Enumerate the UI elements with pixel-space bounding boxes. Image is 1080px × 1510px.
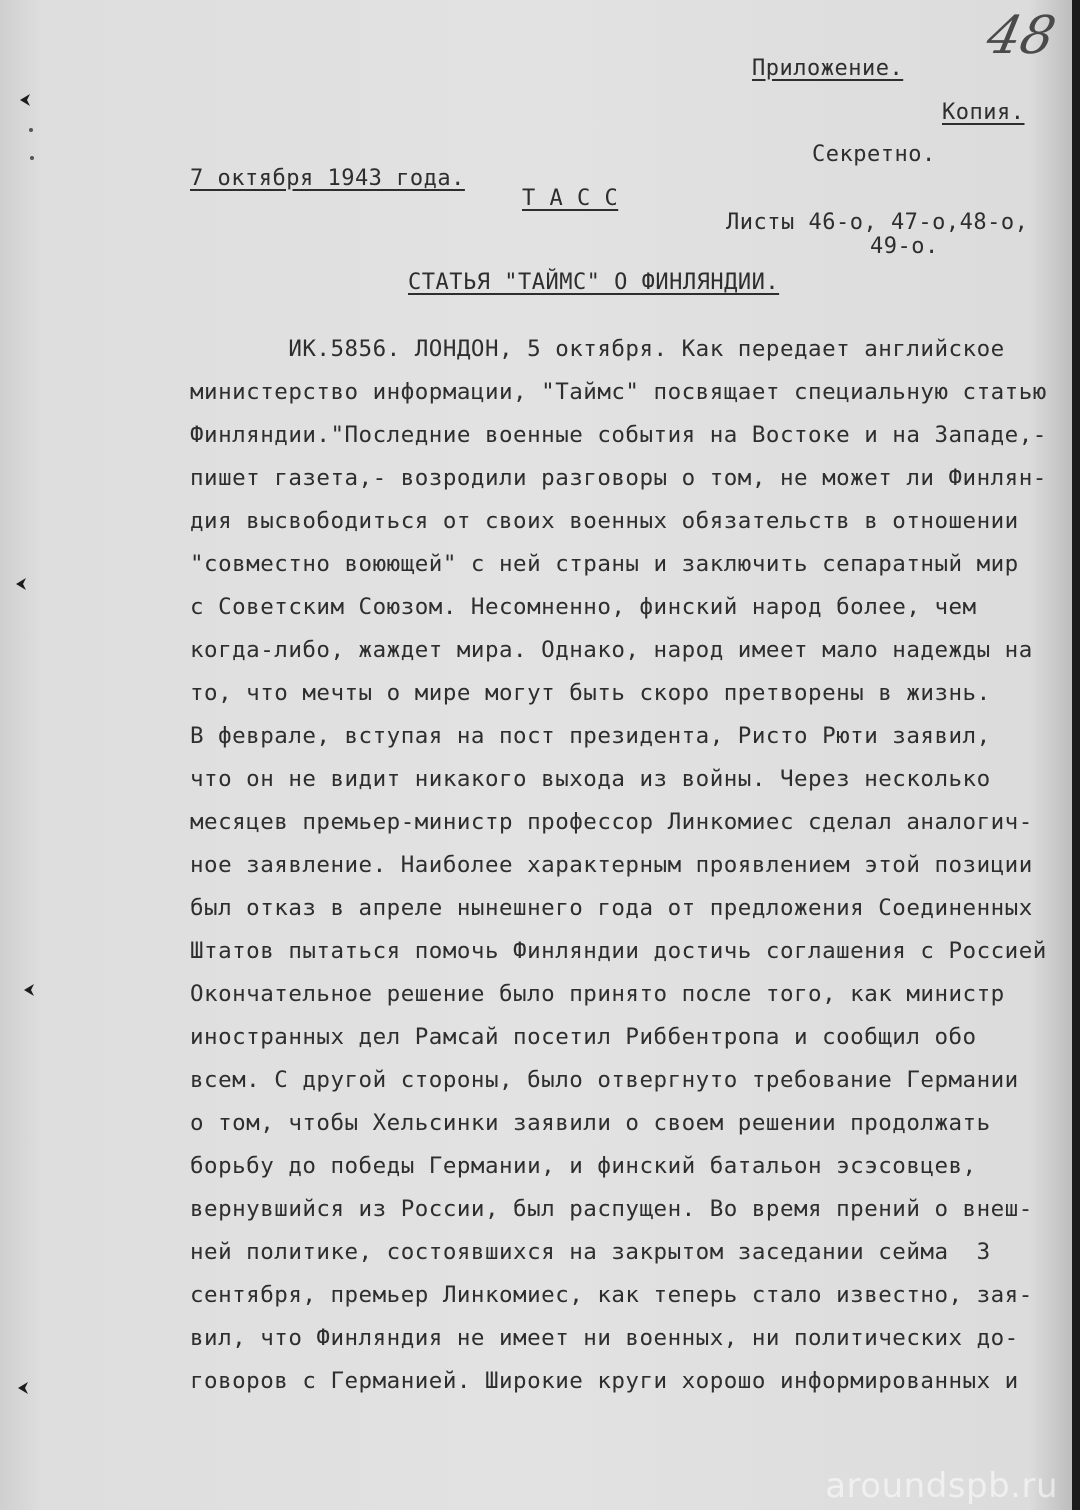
body-line: всем. С другой стороны, было отвергнуто требование Германии — [190, 1067, 1019, 1093]
body-line: месяцев премьер-министр профессор Линкомиес сделал аналогич- — [190, 809, 1033, 835]
body-line: был отказ в апреле нынешнего года от предложения Соединенных — [190, 895, 1033, 921]
body-line: Штатов пытаться помочь Финляндии достичь соглашения с Россией — [190, 938, 1047, 964]
body-line: министерство информации, "Таймс" посвящает специальную статью — [190, 379, 1047, 405]
body-line: вил, что Финляндия не имеет ни военных, ни политических до- — [190, 1325, 1019, 1351]
body-line: борьбу до победы Германии, и финский батальон эсэсовцев, — [190, 1153, 977, 1179]
copy-label: Копия. — [942, 100, 1025, 125]
paper-speck — [30, 156, 34, 160]
paper-speck — [29, 128, 33, 132]
body-line: дия высвободиться от своих военных обязательств в отношении — [190, 508, 1019, 534]
body-line: о том, чтобы Хельсинки заявили о своем решении продолжать — [190, 1110, 991, 1136]
site-watermark: aroundspb.ru — [825, 1466, 1058, 1506]
page-edge-shadow — [1072, 0, 1080, 1510]
document-date: 7 октября 1943 года. — [190, 166, 465, 191]
body-line: сентября, премьер Линкомиес, как теперь стало известно, зая- — [190, 1282, 1033, 1308]
handwritten-page-number: 48 — [981, 6, 1061, 66]
body-line: В феврале, вступая на пост президента, Ристо Рюти заявил, — [190, 723, 991, 749]
body-line: говоров с Германией. Широкие круги хорошо информированных и — [190, 1368, 1019, 1394]
body-line: то, что мечты о мире могут быть скоро претворены в жизнь. — [190, 680, 991, 706]
body-line: пишет газета,- возродили разговоры о том, не может ли Финлян- — [190, 465, 1047, 491]
body-line: вернувшийся из России, был распущен. Во время прений о внеш- — [190, 1196, 1033, 1222]
body-line: с Советским Союзом. Несомненно, финский народ более, чем — [190, 594, 977, 620]
agency-name: Т А С С — [522, 186, 619, 211]
binding-hole-mark — [16, 578, 26, 590]
body-line: что он не видит никакого выхода из войны. Через несколько — [190, 766, 991, 792]
body-line: "совместно воюющей" с ней страны и заключить сепаратный мир — [190, 551, 1019, 577]
appendix-label: Приложение. — [752, 56, 904, 81]
body-line: ИК.5856. ЛОНДОН, 5 октября. Как передает английское — [190, 336, 1005, 362]
body-line: Финляндии."Последние военные события на Востоке и на Западе,- — [190, 422, 1047, 448]
article-title: СТАТЬЯ "ТАЙМС" О ФИНЛЯНДИИ. — [408, 270, 780, 295]
binding-hole-mark — [20, 94, 30, 106]
binding-hole-mark — [18, 1382, 28, 1394]
body-line: ное заявление. Наиболее характерным проявлением этой позиции — [190, 852, 1033, 878]
sheets-reference: Листы 46-о, 47-о,48-о, — [726, 210, 1029, 235]
sheets-reference-continued: 49-о. — [870, 234, 939, 259]
body-line: когда-либо, жаждет мира. Однако, народ имеет мало надежды на — [190, 637, 1033, 663]
binding-hole-mark — [24, 984, 34, 996]
secret-label: Секретно. — [812, 142, 936, 167]
body-line: ней политике, состоявшихся на закрытом заседании сейма 3 — [190, 1239, 991, 1265]
body-line: иностранных дел Рамсай посетил Риббентропа и сообщил обо — [190, 1024, 977, 1050]
body-line: Окончательное решение было принято после того, как министр — [190, 981, 1005, 1007]
